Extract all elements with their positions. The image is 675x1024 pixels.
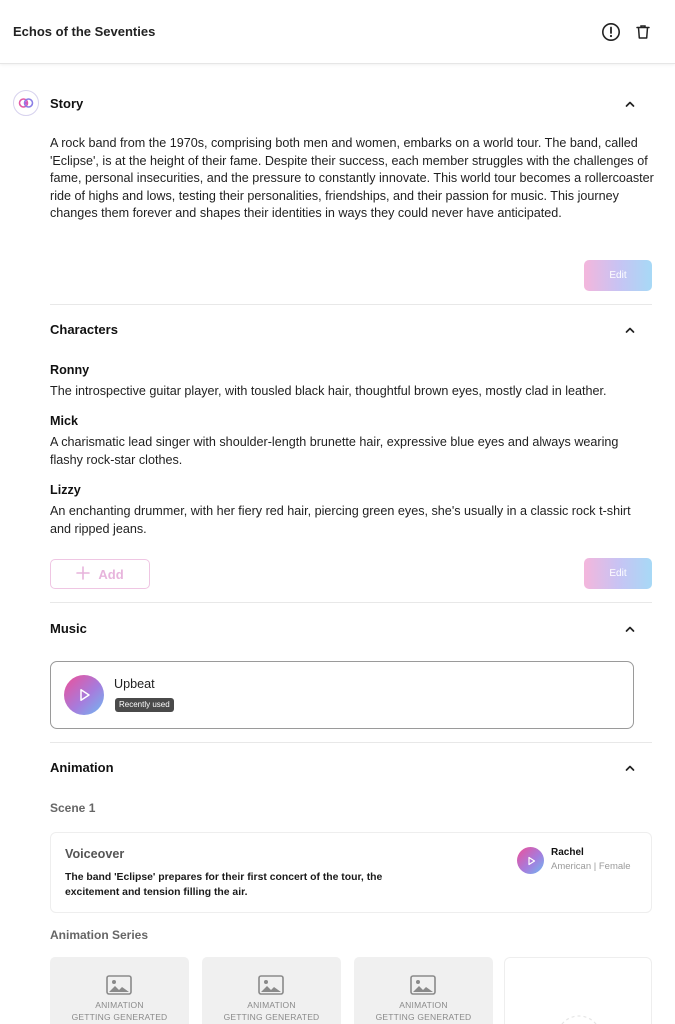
trash-icon[interactable]: [632, 21, 654, 43]
animation-section-title: Animation: [50, 760, 114, 775]
story-edit-button[interactable]: Edit: [584, 260, 652, 291]
character-description: A charismatic lead singer with shoulder-length brunette hair, expressive blue eyes and always wearing flashy rock-star clothes.: [50, 435, 619, 467]
animation-status-line1: ANIMATION: [399, 1000, 448, 1010]
story-text: A rock band from the 1970s, comprising both men and women, embarks on a world tour. The band, called 'Eclipse', is at the height of their fame. Despite their success, each member struggles with the challenges of fame, personal insecurities, and the pressure to constantly innovate. This world tour becomes a rollercoaster ride of highs and lows, testing their personalities, friendships, and their passion for music. This journey changes them forever and shapes their identities in ways they could never have anticipated.: [50, 136, 654, 221]
add-animation-circle-icon: [505, 958, 653, 1024]
chevron-up-icon[interactable]: [622, 760, 638, 776]
voiceover-text: The band 'Eclipse' prepares for their first concert of the tour, the excitement and tension filling the air.: [65, 872, 383, 898]
characters-edit-button[interactable]: Edit: [584, 558, 652, 589]
voice-play-icon[interactable]: [517, 847, 544, 874]
animation-status-line1: ANIMATION: [95, 1000, 144, 1010]
alert-circle-icon[interactable]: [600, 21, 622, 43]
animation-card[interactable]: [354, 957, 493, 1024]
image-icon: [410, 975, 436, 995]
animation-status-line2: GETTING GENERATED: [71, 1012, 168, 1022]
chevron-up-icon[interactable]: [622, 621, 638, 637]
divider: [50, 742, 652, 743]
character-description: An enchanting drummer, with her fiery red hair, piercing green eyes, she's usually in a classic rock t-shirt and ripped jeans.: [50, 504, 631, 536]
plus-icon: [76, 566, 90, 583]
music-section-title: Music: [50, 621, 87, 636]
character-description: The introspective guitar player, with tousled black hair, thoughtful brown eyes, mostly clad in leather.: [50, 384, 607, 398]
music-track-card[interactable]: [50, 661, 634, 729]
chevron-up-icon[interactable]: [622, 96, 638, 112]
music-track-name: Upbeat: [114, 677, 155, 691]
top-bar: [0, 0, 675, 64]
story-section-title: Story: [50, 96, 84, 111]
chevron-up-icon[interactable]: [622, 322, 638, 338]
image-icon: [106, 975, 132, 995]
animation-card[interactable]: [202, 957, 341, 1024]
add-label: Add: [98, 566, 124, 582]
divider: [50, 602, 652, 603]
play-icon[interactable]: [64, 675, 104, 715]
animation-status-line2: GETTING GENERATED: [375, 1012, 472, 1022]
character-name: Ronny: [50, 363, 90, 377]
voice-meta: American | Female: [551, 861, 631, 872]
characters-section-title: Characters: [50, 322, 118, 337]
animation-card[interactable]: [50, 957, 189, 1024]
app-logo-icon: [12, 89, 40, 117]
divider: [50, 304, 652, 305]
animation-status-line2: GETTING GENERATED: [223, 1012, 320, 1022]
animation-series-label: Animation Series: [50, 928, 149, 942]
voiceover-card: [50, 832, 652, 913]
add-animation-card[interactable]: [504, 957, 652, 1024]
status-badge: Recently used: [115, 698, 174, 712]
character-name: Mick: [50, 414, 78, 428]
animation-status-line1: ANIMATION: [247, 1000, 296, 1010]
add-character-button[interactable]: [50, 559, 150, 589]
voiceover-title: Voiceover: [65, 847, 125, 861]
voice-name: Rachel: [551, 847, 584, 858]
character-name: Lizzy: [50, 483, 81, 497]
page-title: Echos of the Seventies: [13, 24, 156, 39]
image-icon: [258, 975, 284, 995]
scene-label: Scene 1: [50, 801, 96, 815]
